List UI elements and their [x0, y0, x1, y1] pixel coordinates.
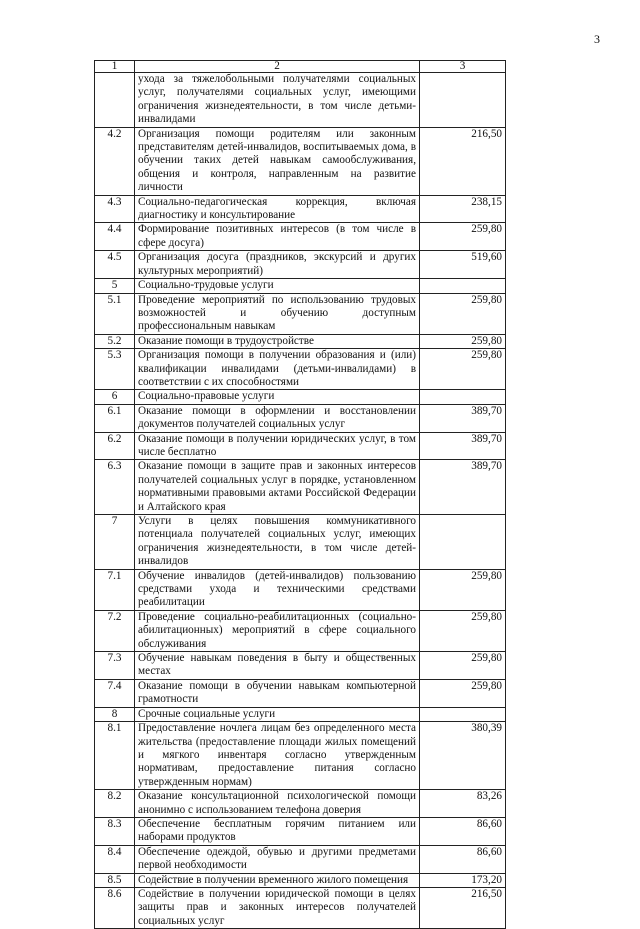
service-price	[420, 73, 506, 128]
service-description: Предоставление ночлега лицам без определенного места жительства (предоставление площади жилых помещений и мягкого инвентаря согласно утвержденным нормативам, предоставление питания согласно утвержденным нормам)	[135, 722, 420, 790]
header-number: 1	[95, 61, 135, 73]
table-row	[95, 569, 506, 610]
service-description: ухода за тяжелобольными получателями социальных услуг, получателями социальных услуг, имеющими ограничения жизнедеятельности, в том числе детьми-инвалидами	[135, 73, 420, 128]
service-price: 259,80	[420, 334, 506, 348]
row-number: 4.5	[95, 251, 135, 279]
table-row	[95, 817, 506, 845]
table-row	[95, 390, 506, 404]
row-number: 7.1	[95, 569, 135, 610]
service-description: Социально-трудовые услуги	[135, 279, 420, 293]
table-row	[95, 293, 506, 334]
table-row	[95, 515, 506, 570]
service-description: Формирование позитивных интересов (в том числе в сфере досуга)	[135, 223, 420, 251]
table-row	[95, 873, 506, 887]
table-row	[95, 845, 506, 873]
service-description: Оказание помощи в защите прав и законных интересов получателей социальных услуг в порядке, установленном нормативными правовыми актами Российской Федерации и Алтайского края	[135, 460, 420, 515]
service-price	[420, 707, 506, 721]
row-number: 5	[95, 279, 135, 293]
service-price: 259,80	[420, 610, 506, 651]
service-description: Оказание помощи в оформлении и восстановлении документов получателей социальных услуг	[135, 404, 420, 432]
service-price: 389,70	[420, 460, 506, 515]
table-row	[95, 460, 506, 515]
service-price: 216,50	[420, 887, 506, 928]
service-description: Проведение мероприятий по использованию трудовых возможностей и обучению доступным профессиональным навыкам	[135, 293, 420, 334]
table-row	[95, 404, 506, 432]
service-price: 259,80	[420, 293, 506, 334]
service-description: Обучение навыкам поведения в быту и общественных местах	[135, 652, 420, 680]
service-price	[420, 279, 506, 293]
service-price: 259,80	[420, 569, 506, 610]
service-description: Содействие в получении временного жилого помещения	[135, 873, 420, 887]
page-number: 3	[594, 32, 600, 46]
row-number: 7.2	[95, 610, 135, 651]
row-number: 4.3	[95, 195, 135, 223]
row-number: 7.3	[95, 652, 135, 680]
service-description: Организация помощи в получении образования и (или) квалификации инвалидами (детьми-инвалидами) в соответствии с их способностями	[135, 349, 420, 390]
service-description: Проведение социально-реабилитационных (социально-абилитационных) мероприятий в сфере социального обслуживания	[135, 610, 420, 651]
table-row	[95, 610, 506, 651]
table-row	[95, 349, 506, 390]
row-number: 6.3	[95, 460, 135, 515]
service-price: 86,60	[420, 845, 506, 873]
service-description: Оказание помощи в получении юридических услуг, в том числе бесплатно	[135, 432, 420, 460]
service-price	[420, 390, 506, 404]
service-description: Социально-педагогическая коррекция, включая диагностику и консультирование	[135, 195, 420, 223]
service-description: Обеспечение бесплатным горячим питанием или наборами продуктов	[135, 817, 420, 845]
service-description: Оказание консультационной психологической помощи анонимно с использованием телефона доверия	[135, 790, 420, 818]
row-number: 6.2	[95, 432, 135, 460]
row-number: 8	[95, 707, 135, 721]
service-price: 238,15	[420, 195, 506, 223]
table-row	[95, 887, 506, 928]
services-price-table	[94, 60, 506, 929]
service-price: 389,70	[420, 404, 506, 432]
table-row	[95, 251, 506, 279]
table-body	[95, 73, 506, 929]
service-description: Срочные социальные услуги	[135, 707, 420, 721]
service-description: Обучение инвалидов (детей-инвалидов) пользованию средствами ухода и техническими средствами реабилитации	[135, 569, 420, 610]
row-number: 6.1	[95, 404, 135, 432]
table-row	[95, 195, 506, 223]
table-header-row	[95, 61, 506, 73]
row-number: 6	[95, 390, 135, 404]
table-row	[95, 652, 506, 680]
row-number: 8.3	[95, 817, 135, 845]
service-price: 86,60	[420, 817, 506, 845]
service-description: Обеспечение одеждой, обувью и другими предметами первой необходимости	[135, 845, 420, 873]
row-number: 7.4	[95, 679, 135, 707]
service-price: 519,60	[420, 251, 506, 279]
row-number: 8.5	[95, 873, 135, 887]
row-number: 7	[95, 515, 135, 570]
row-number: 4.4	[95, 223, 135, 251]
table-row	[95, 432, 506, 460]
service-description: Организация помощи родителям или законным представителям детей-инвалидов, воспитываемых дома, в обучении таких детей навыкам самообслуживания, общения и контроля, направленным на развитие личности	[135, 127, 420, 195]
service-price: 380,39	[420, 722, 506, 790]
service-price: 259,80	[420, 349, 506, 390]
service-price: 173,20	[420, 873, 506, 887]
service-price	[420, 515, 506, 570]
service-description: Оказание помощи в трудоустройстве	[135, 334, 420, 348]
service-price: 259,80	[420, 679, 506, 707]
table-row	[95, 707, 506, 721]
row-number: 5.1	[95, 293, 135, 334]
service-description: Организация досуга (праздников, экскурсий и других культурных мероприятий)	[135, 251, 420, 279]
service-description: Оказание помощи в обучении навыкам компьютерной грамотности	[135, 679, 420, 707]
row-number: 8.2	[95, 790, 135, 818]
table-row	[95, 790, 506, 818]
table-row	[95, 73, 506, 128]
row-number: 8.6	[95, 887, 135, 928]
row-number: 8.4	[95, 845, 135, 873]
table-row	[95, 722, 506, 790]
service-description: Содействие в получении юридической помощи в целях защиты прав и законных интересов получателей социальных услуг	[135, 887, 420, 928]
header-price: 3	[420, 61, 506, 73]
table-row	[95, 679, 506, 707]
service-price: 259,80	[420, 223, 506, 251]
service-price: 259,80	[420, 652, 506, 680]
service-price: 83,26	[420, 790, 506, 818]
row-number: 4.2	[95, 127, 135, 195]
table-row	[95, 223, 506, 251]
service-description: Услуги в целях повышения коммуникативного потенциала получателей социальных услуг, имеющих ограничения жизнедеятельности, в том числе детей-инвалидов	[135, 515, 420, 570]
row-number: 5.2	[95, 334, 135, 348]
service-price: 389,70	[420, 432, 506, 460]
table-row	[95, 334, 506, 348]
header-service: 2	[135, 61, 420, 73]
table-row	[95, 127, 506, 195]
row-number	[95, 73, 135, 128]
row-number: 5.3	[95, 349, 135, 390]
row-number: 8.1	[95, 722, 135, 790]
service-price: 216,50	[420, 127, 506, 195]
service-description: Социально-правовые услуги	[135, 390, 420, 404]
table-row	[95, 279, 506, 293]
